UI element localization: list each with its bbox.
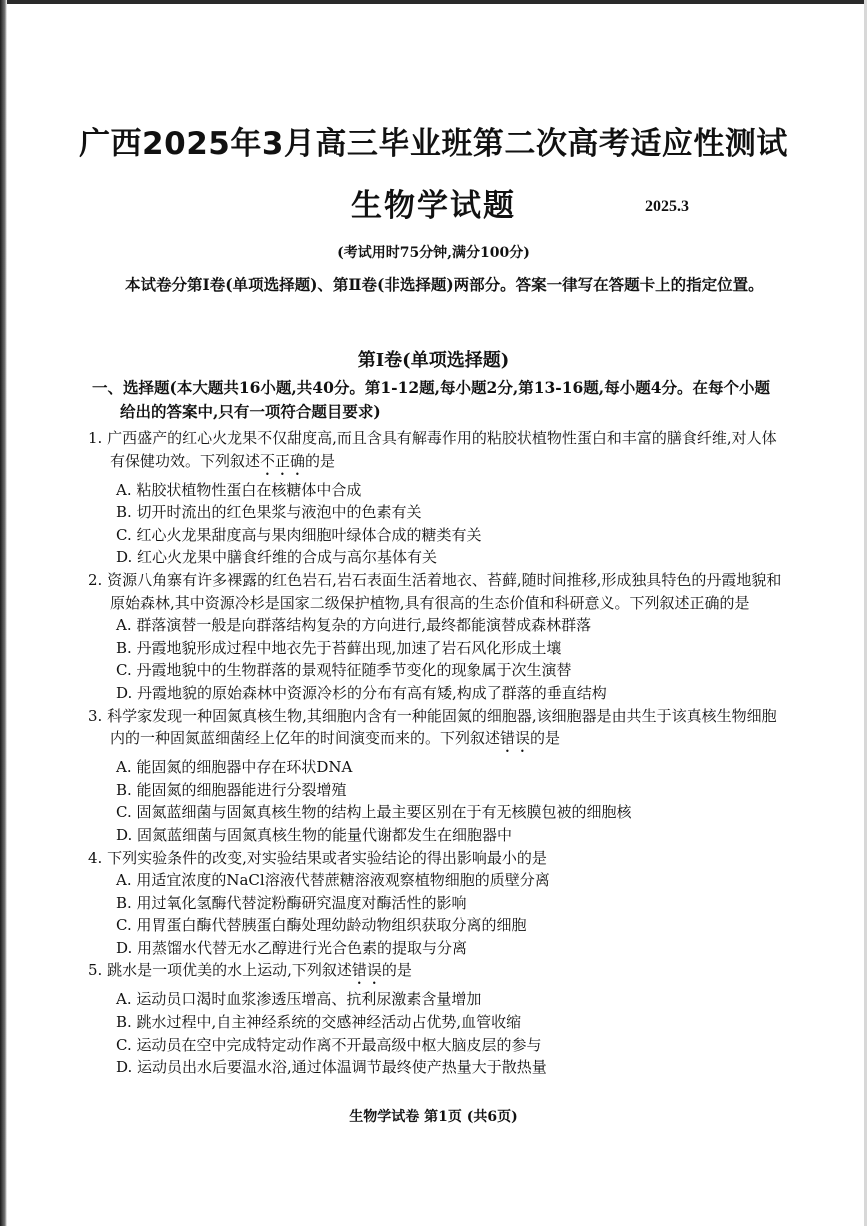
part-heading-text: 一、选择题(本大题共16小题,共40分。第1-12题,每小题2分,第13-16题,每小题4分。在每个小题给出的答案中,只有一项符合题目要求) (92, 378, 770, 421)
question-4 (88, 847, 783, 960)
option-a: A. 用适宜浓度的NaCl溶液代替蔗糖溶液观察植物细胞的质壁分离 (116, 871, 550, 890)
option-c: C. 红心火龙果甜度高与果肉细胞叶绿体合成的糖类有关 (116, 525, 482, 544)
emphasis-text: 错误 (500, 729, 531, 748)
option-c: C. 固氮蓝细菌与固氮真核生物的结构上最主要区别在于有无核膜包被的细胞核 (116, 803, 632, 822)
question-1 (88, 427, 783, 569)
option-d: D. 红心火龙果中膳食纤维的合成与高尔基体有关 (116, 548, 438, 567)
option-c: C. 运动员在空中完成特定动作离不开最高级中枢大脑皮层的参与 (116, 1035, 542, 1054)
exam-info: (考试用时75分钟,满分100分) (337, 245, 530, 261)
question-stem: 4. 下列实验条件的改变,对实验结果或者实验结论的得出影响最小的是 (88, 848, 547, 867)
question-5 (88, 959, 783, 1078)
question-2 (88, 569, 783, 705)
section-title: 第Ⅰ卷(单项选择题) (357, 350, 510, 371)
option-c: C. 丹霞地貌中的生物群落的景观特征随季节变化的现象属于次生演替 (116, 661, 572, 680)
option-a: A. 运动员口渴时血浆渗透压增高、抗利尿激素含量增加 (116, 990, 482, 1009)
scan-edge-top (0, 0, 867, 4)
intro-paragraph: 本试卷分第Ⅰ卷(单项选择题)、第Ⅱ卷(非选择题)两部分。答案一律写在答题卡上的指定位置。 (125, 275, 764, 294)
option-d: D. 运动员出水后要温水浴,通过体温调节最终使产热量大于散热量 (116, 1058, 547, 1077)
question-stem: 2. 资源八角寨有许多裸露的红色岩石,岩石表面生活着地衣、苔藓,随时间推移,形成独具特色的丹霞地貌和原始森林,其中资源冷杉是国家二级保护植物,具有很高的生态价值和科研意义。下列叙述正确的是 (88, 570, 782, 612)
option-d: D. 用蒸馏水代替无水乙醇进行光合色素的提取与分离 (116, 938, 468, 957)
option-d: D. 固氮蓝细菌与固氮真核生物的能量代谢都发生在细胞器中 (116, 825, 513, 844)
option-a: A. 群落演替一般是向群落结构复杂的方向进行,最终都能演替成森林群落 (116, 616, 592, 635)
exam-date: 2025.3 (645, 198, 689, 215)
question-list (88, 427, 783, 1079)
option-c: C. 用胃蛋白酶代替胰蛋白酶处理幼龄动物组织获取分离的细胞 (116, 916, 527, 935)
question-3 (88, 705, 783, 847)
option-b: B. 用过氧化氢酶代替淀粉酶研究温度对酶活性的影响 (116, 893, 467, 912)
question-stem: 3. 科学家发现一种固氮真核生物,其细胞内含有一种能固氮的细胞器,该细胞器是由共生于该真核生物细胞内的一种固氮蓝细菌经上亿年的时间演变而来的。下列叙述错误的是 (88, 706, 777, 748)
exam-title: 广西2025年3月高三毕业班第二次高考适应性测试 (79, 126, 788, 162)
question-stem: 5. 跳水是一项优美的水上运动,下列叙述错误的是 (88, 961, 412, 980)
option-b: B. 跳水过程中,自主神经系统的交感神经活动占优势,血管收缩 (116, 1013, 522, 1032)
question-stem: 1. 广西盛产的红心火龙果不仅甜度高,而且含具有解毒作用的粘胶状植物性蛋白和丰富的膳食纤维,对人体有保健功效。下列叙述不正确的是 (88, 429, 777, 470)
emphasis-text: 错误 (351, 961, 382, 980)
option-b: B. 能固氮的细胞器能进行分裂增殖 (116, 780, 347, 799)
option-a: A. 能固氮的细胞器中存在环状DNA (116, 758, 353, 777)
option-b: B. 丹霞地貌形成过程中地衣先于苔藓出现,加速了岩石风化形成土壤 (116, 638, 562, 657)
emphasis-text: 不正确 (260, 451, 306, 470)
option-a: A. 粘胶状植物性蛋白在核糖体中合成 (116, 480, 362, 499)
part-heading (92, 376, 782, 424)
option-b: B. 切开时流出的红色果浆与液泡中的色素有关 (116, 503, 422, 522)
page-footer: 生物学试卷 第1页 (共6页) (349, 1109, 518, 1125)
option-d: D. 丹霞地貌的原始森林中资源冷杉的分布有高有矮,构成了群落的垂直结构 (116, 683, 607, 702)
subject-title: 生物学试题 (351, 188, 516, 224)
